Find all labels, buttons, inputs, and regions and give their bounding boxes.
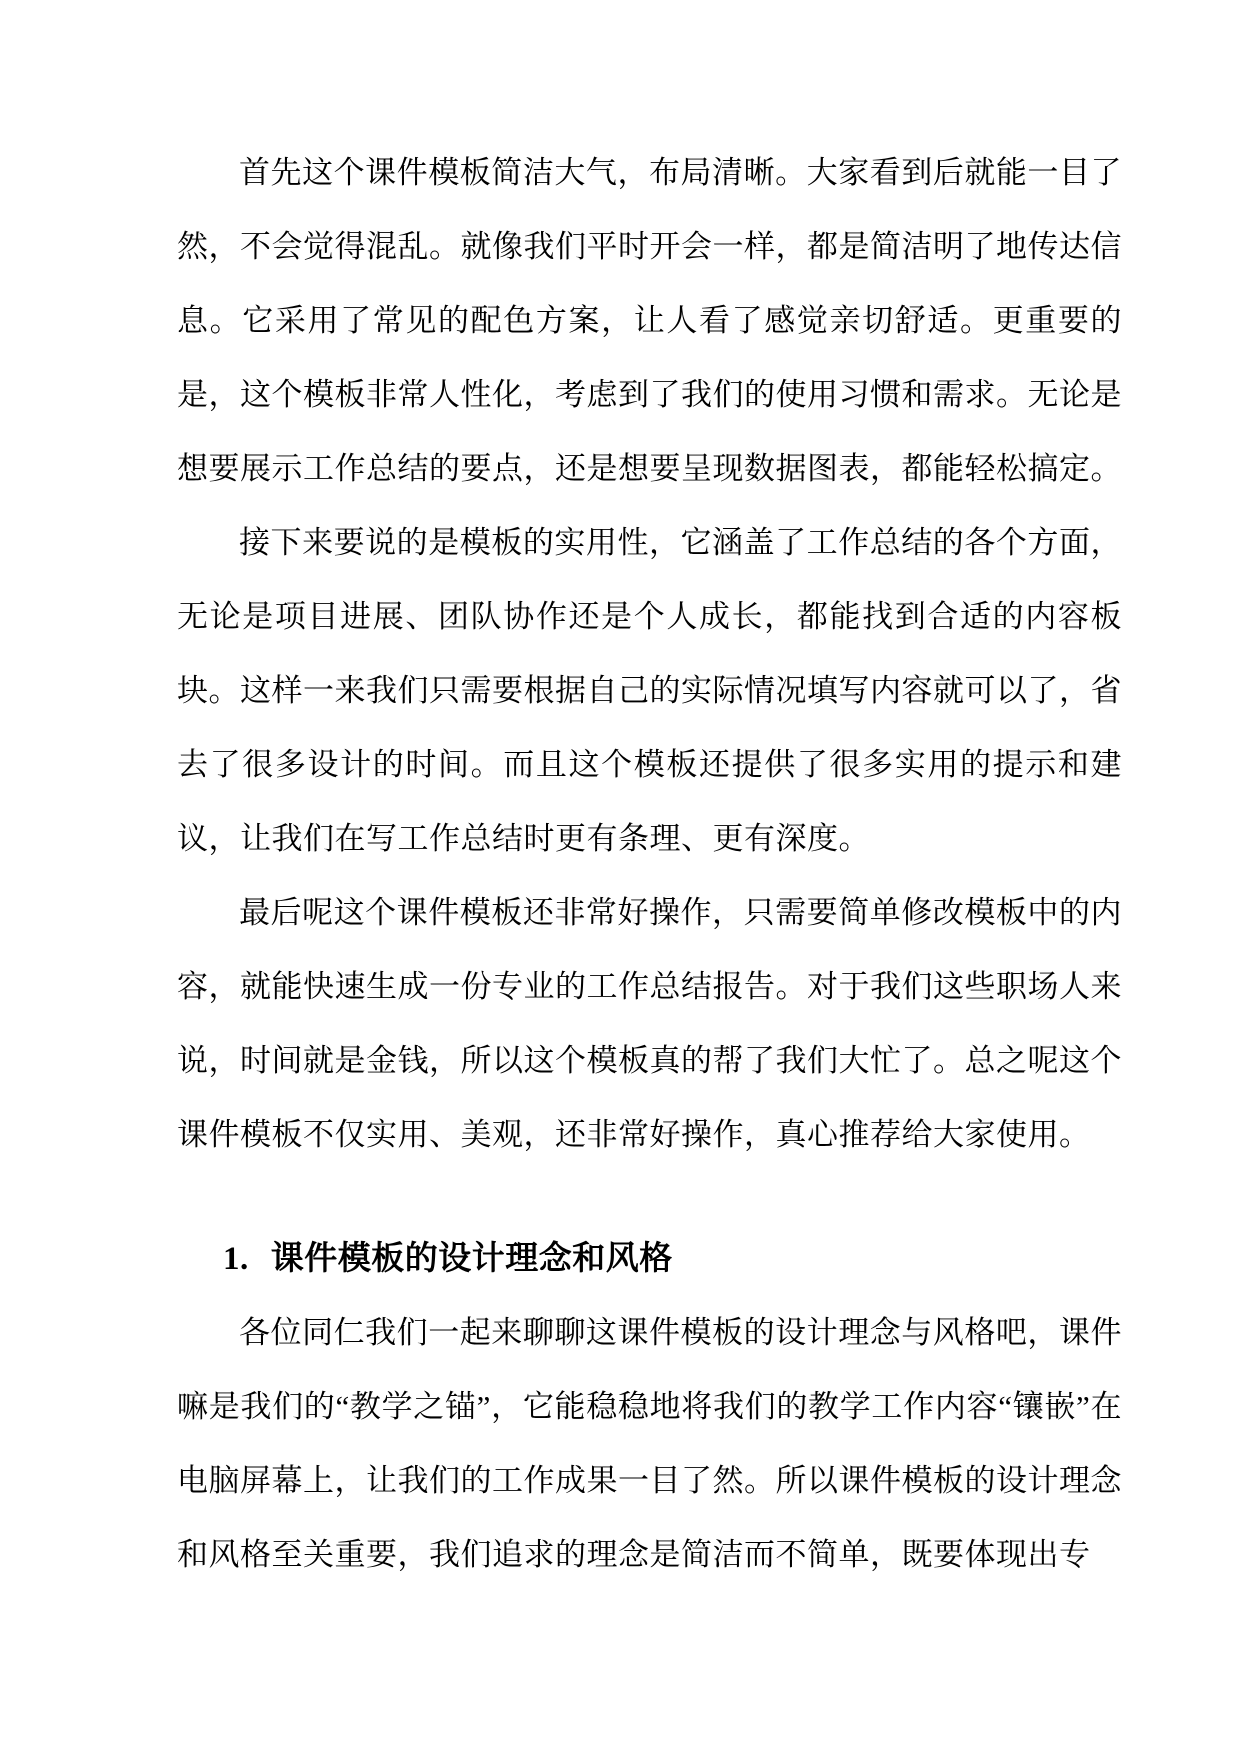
section-paragraph-1: 各位同仁我们一起来聊聊这课件模板的设计理念与风格吧，课件嘛是我们的“教学之锚”，它能稳稳地将我们的教学工作内容“镶嵌”在电脑屏幕上，让我们的工作成果一目了然。所以课件模板的设计理念和风格至关重要，我们追求的理念是简洁而不简单，既要体现出专 <box>177 1315 1122 1572</box>
section-heading <box>223 1222 1122 1296</box>
section-heading-title: 课件模板的设计理念和风格 <box>270 1241 673 1277</box>
intro-paragraph-3: 最后呢这个课件模板还非常好操作，只需要简单修改模板中的内容，就能快速生成一份专业的工作总结报告。对于我们这些职场人来说，时间就是金钱，所以这个模板真的帮了我们大忙了。总之呢这个课件模板不仅实用、美观，还非常好操作，真心推荐给大家使用。 <box>177 895 1122 1152</box>
section-heading-number: 1. <box>223 1241 249 1277</box>
intro-paragraph-1: 首先这个课件模板简洁大气，布局清晰。大家看到后就能一目了然，不会觉得混乱。就像我们平时开会一样，都是简洁明了地传达信息。它采用了常见的配色方案，让人看了感觉亲切舒适。更重要的是，这个模板非常人性化，考虑到了我们的使用习惯和需求。无论是想要展示工作总结的要点，还是想要呈现数据图表，都能轻松搞定。 <box>177 155 1122 486</box>
intro-paragraph-2: 接下来要说的是模板的实用性，它涵盖了工作总结的各个方面，无论是项目进展、团队协作还是个人成长，都能找到合适的内容板块。这样一来我们只需要根据自己的实际情况填写内容就可以了，省去了很多设计的时间。而且这个模板还提供了很多实用的提示和建议，让我们在写工作总结时更有条理、更有深度。 <box>177 525 1122 856</box>
document-content <box>177 136 1122 1592</box>
